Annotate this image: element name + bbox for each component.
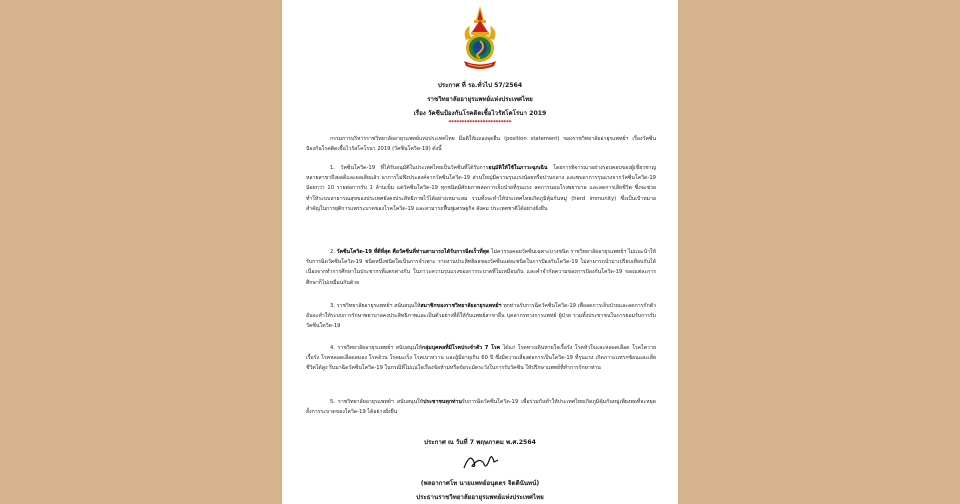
- college-crest-logo: [460, 6, 500, 72]
- college-name: ราชวิทยาลัยอายุรแพทย์แห่งประเทศไทย: [427, 96, 533, 103]
- announcement-number: ประกาศ ที่ รอ.ทั่วไป 57/2564: [437, 82, 523, 89]
- announcement-subject: เรื่อง วัคซีนป้องกันโรคติดเชื้อไวรัสโคโรนา 2019: [413, 110, 547, 117]
- signature: [460, 450, 500, 472]
- document-page: [282, 0, 678, 504]
- point-5: 5. ราชวิทยาลัยอายุรแพทย์ฯ สนับสนุนให้ประชาชนทุกท่านรับการฉีดวัคซีนโควิด-19 เพื่อร่วมกันทำให้ประเทศไทยเกิดภูมิคุ้มกันหมู่เพียงพอที่จะหยุดยั้งการระบาดของโควิด-19 ได้อย่างยั่งยืน: [306, 399, 656, 416]
- separator: ************************: [448, 120, 512, 126]
- signatory-name: (พลอากาศโท นายแพทย์อนุตตร จิตตินันทน์): [420, 480, 540, 487]
- intro-paragraph: กรรมการบริหารราชวิทยาลัยอายุรแพทย์แห่งประเทศไทย มีมติให้แถลงจุดยืน (position statement) ของราชวิทยาลัยอายุรแพทย์ฯ เรื่องวัคซีนป้องกันโรคติดเชื้อไวรัสโคโรนา 2019 (วัคซีนโควิด-19) ดังนี้: [306, 136, 656, 153]
- point-2: 2. วัคซีนโควิด-19 ที่ดีที่สุด คือวัคซีนที่ท่านสามารถได้รับการฉีดเร็วที่สุด ไม่ควรรอคอยวัคซีนเฉพาะบางชนิด ราชวิทยาลัยอายุรแพทย์ฯ ไม่แนะนำให้รับการฉีดวัคซีนโควิด-19 ชนิดหนึ่งชนิดใดเป็นการจำเพาะ รายงานประสิทธิผลของวัคซีนแต่ละชนิดในการป้องกันโควิด-19 ไม่สามารถนำมาเปรียบเทียบกันได้ เนื่องจากทำการศึกษาในประชากรที่แตกต่างกัน ในภาวะความรุนแรงของการระบาดที่ไม่เหมือนกัน และคำจำกัดความของการป้องกันโควิด-19 ของแต่ละการศึกษาก็ไม่เหมือนกันด้วย: [306, 249, 656, 286]
- point-4: 4. ราชวิทยาลัยอายุรแพทย์ฯ สนับสนุนให้กลุ่มบุคคลที่มีโรคประจำตัว 7 โรค ได้แก่ โรคทางเดินหายใจเรื้อรัง โรคหัวใจและหลอดเลือด โรคไตวายเรื้อรัง โรคหลอดเลือดสมอง โรคอ้วน โรคมะเร็ง โรคเบาหวาน และผู้มีอายุเกิน 60 ปี ซึ่งมีความเสี่ยงต่อการเป็นโควิด-19 ที่รุนแรง เกิดภาวะแทรกซ้อนและเสียชีวิตได้สูง รีบมาฉีดวัคซีนโควิด-19 ในกรณีที่ไม่แน่ใจเรื่องข้อห้ามหรือข้อระมัดระวังในการรับวัคซีน ให้ปรึกษาแพทย์ที่ทำการรักษาท่าน: [306, 345, 656, 372]
- signatory-title: ประธานราชวิทยาลัยอายุรแพทย์แห่งประเทศไทย: [416, 494, 544, 501]
- point-1: 1. วัคซีนโควิด-19 ที่ได้รับอนุมัติในประเทศไทยเป็นวัคซีนที่ได้รับการอนุมัติให้ใช้ในภาวะฉุกเฉิน โดยการพิจารณาอย่างรอบคอบของผู้เชี่ยวชาญหลายสาขาถึงผลดีและผลเสียแล้ว อาการไม่พึงประสงค์จากวัคซีนโควิด-19 ส่วนใหญ่มีความรุนแรงน้อยหรือปานกลาง และพบอาการรุนแรงจากวัคซีนโควิด-19 น้อยกว่า 10 รายต่อการรับ 1 ล้านเข็ม แต่วัคซีนโควิด-19 ทุกชนิดมีศักยภาพลดการเจ็บป่วยที่รุนแรง ลดการนอนโรงพยาบาล และลดการเสียชีวิต ซึ่งจะช่วยทำให้ระบบสาธารณสุขของประเทศยังคงประสิทธิภาพไว้ได้อย่างเหมาะสม รวมทั้งจะทำให้ประเทศไทยเกิดภูมิคุ้มกันหมู่ (herd immunity) ซึ่งเป็นเป้าหมายสำคัญในการยุติการแพร่ระบาดของโรคโควิด-19 และสามารถฟื้นฟูเศรษฐกิจ สังคม ประเทศชาติได้อย่างยั่งยืน: [306, 165, 656, 212]
- announcement-date: ประกาศ ณ วันที่ 7 พฤษภาคม พ.ศ.2564: [424, 439, 536, 446]
- point-3: 3. ราชวิทยาลัยอายุรแพทย์ฯ สนับสนุนให้สมาชิกของราชวิทยาลัยอายุรแพทย์ฯ ทุกท่านรับการฉีดวัคซีนโควิด-19 เพื่อลดการเจ็บป่วยและลดการกักตัว อันจะทำให้ระบบการรักษาพยาบาลคงประสิทธิภาพและเป็นตัวอย่างที่ดีให้กับแพทย์สาขาอื่น บุคลากรทางการแพทย์ ผู้ป่วย รวมทั้งประชาชนในการยอมรับการรับวัคซีนโควิด-19: [306, 303, 656, 330]
